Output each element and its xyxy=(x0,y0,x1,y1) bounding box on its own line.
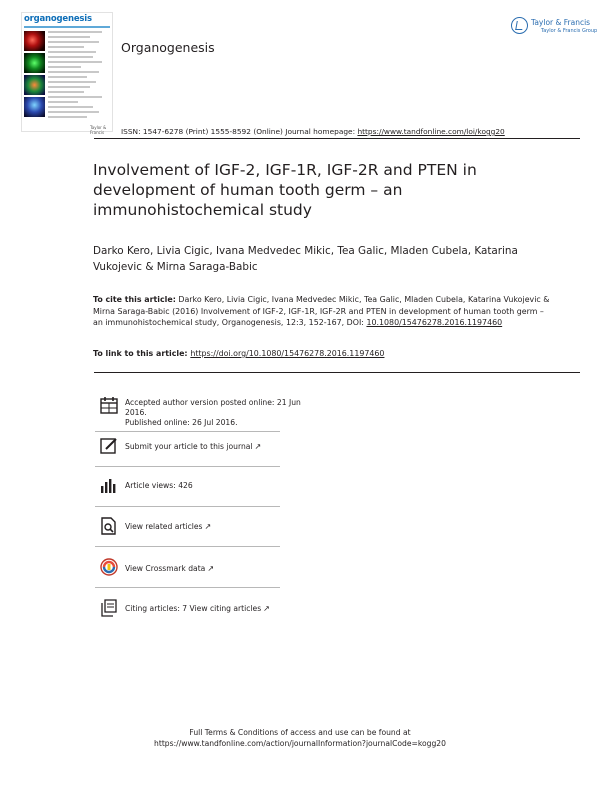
cover-contents-lines xyxy=(48,31,108,121)
item-divider xyxy=(95,431,280,432)
crossmark-link[interactable]: View Crossmark data xyxy=(125,564,206,573)
article-views-item xyxy=(100,477,360,507)
cover-divider xyxy=(24,26,110,28)
item-divider xyxy=(95,506,280,507)
journal-homepage-link[interactable]: https://www.tandfonline.com/loi/kogg20 xyxy=(357,127,505,136)
page-footer xyxy=(0,727,600,749)
taylor-francis-logo-icon xyxy=(511,17,528,34)
submit-article-item[interactable] xyxy=(100,437,360,467)
citing-articles-link[interactable]: Citing articles: 7 View citing articles xyxy=(125,604,262,613)
article-views: Article views: 426 xyxy=(125,481,193,490)
calendar-icon xyxy=(100,396,118,414)
edit-icon xyxy=(100,437,118,455)
citing-articles-item[interactable] xyxy=(100,599,360,629)
article-doi-url[interactable]: https://doi.org/10.1080/15476278.2016.1197460 xyxy=(190,349,385,358)
header-divider xyxy=(94,138,580,139)
submit-article-link[interactable]: Submit your article to this journal xyxy=(125,442,253,451)
cover-micrograph-2 xyxy=(24,53,45,73)
item-divider xyxy=(95,587,280,588)
external-link-icon: ↗ xyxy=(207,564,215,573)
cover-publisher-logo: Taylor & Francis xyxy=(90,125,107,135)
citation-doi-link[interactable]: 10.1080/15476278.2016.1197460 xyxy=(366,318,503,328)
external-link-icon: ↗ xyxy=(263,604,270,613)
published-date: Published online: 26 Jul 2016. xyxy=(125,418,238,427)
item-divider xyxy=(95,546,280,547)
article-authors: Darko Kero, Livia Cigic, Ivana Medvedec Mikic, Tea Galic, Mladen Cubela, Katarina Vukojevic & Mirna Saraga-Babic xyxy=(93,245,518,273)
document-search-icon xyxy=(100,517,118,535)
footer-terms-link[interactable]: https://www.tandfonline.com/action/journalInformation?journalCode=kogg20 xyxy=(154,739,446,748)
journal-title: Organogenesis xyxy=(121,40,215,55)
accepted-date: Accepted author version posted online: 21 Jun 2016. xyxy=(125,398,301,417)
external-link-icon: ↗ xyxy=(204,522,212,531)
issn-text: ISSN: 1547-6278 (Print) 1555-8592 (Online) Journal homepage: xyxy=(121,127,358,136)
journal-cover-thumbnail xyxy=(21,12,113,135)
bar-chart-icon xyxy=(100,477,118,495)
cover-micrograph-4 xyxy=(24,97,45,117)
external-link-icon: ↗ xyxy=(254,442,262,451)
item-divider xyxy=(95,466,280,467)
article-title: Involvement of IGF-2, IGF-1R, IGF-2R and PTEN in development of human tooth germ – an immunohistochemical study xyxy=(93,161,477,219)
citation-label: To cite this article: xyxy=(93,295,176,304)
publisher-subtitle: Taylor & Francis Group xyxy=(541,28,598,34)
related-articles-link[interactable]: View related articles xyxy=(125,522,203,531)
citation-text: Darko Kero, Livia Cigic, Ivana Medvedec Mikic, Tea Galic, Mladen Cubela, Katarina Vukojevic & Mirna Saraga-Babic (2016) Involvement of IGF-2, IGF-1R, IGF-2R and PTEN in development of human tooth germ – an immunohistochemical study, Organogenesis, 12:3, 152-167, DOI: xyxy=(93,295,550,328)
crossmark-icon xyxy=(100,558,118,576)
link-label: To link to this article: xyxy=(93,349,191,358)
publication-dates xyxy=(100,396,360,432)
citing-documents-icon xyxy=(100,599,118,617)
article-link-line xyxy=(93,349,384,358)
related-articles-item[interactable] xyxy=(100,517,360,547)
taylor-francis-logo xyxy=(511,16,598,42)
crossmark-item[interactable] xyxy=(100,558,360,588)
cover-micrograph-3 xyxy=(24,75,45,95)
cover-title: organogenesis xyxy=(24,14,92,24)
cover-micrograph-1 xyxy=(24,31,45,51)
publisher-name: Taylor & Francis xyxy=(531,18,591,27)
issn-line xyxy=(121,127,505,136)
citation-block xyxy=(93,294,553,329)
section-divider xyxy=(94,372,580,373)
footer-terms-text: Full Terms & Conditions of access and use can be found at xyxy=(189,728,411,737)
